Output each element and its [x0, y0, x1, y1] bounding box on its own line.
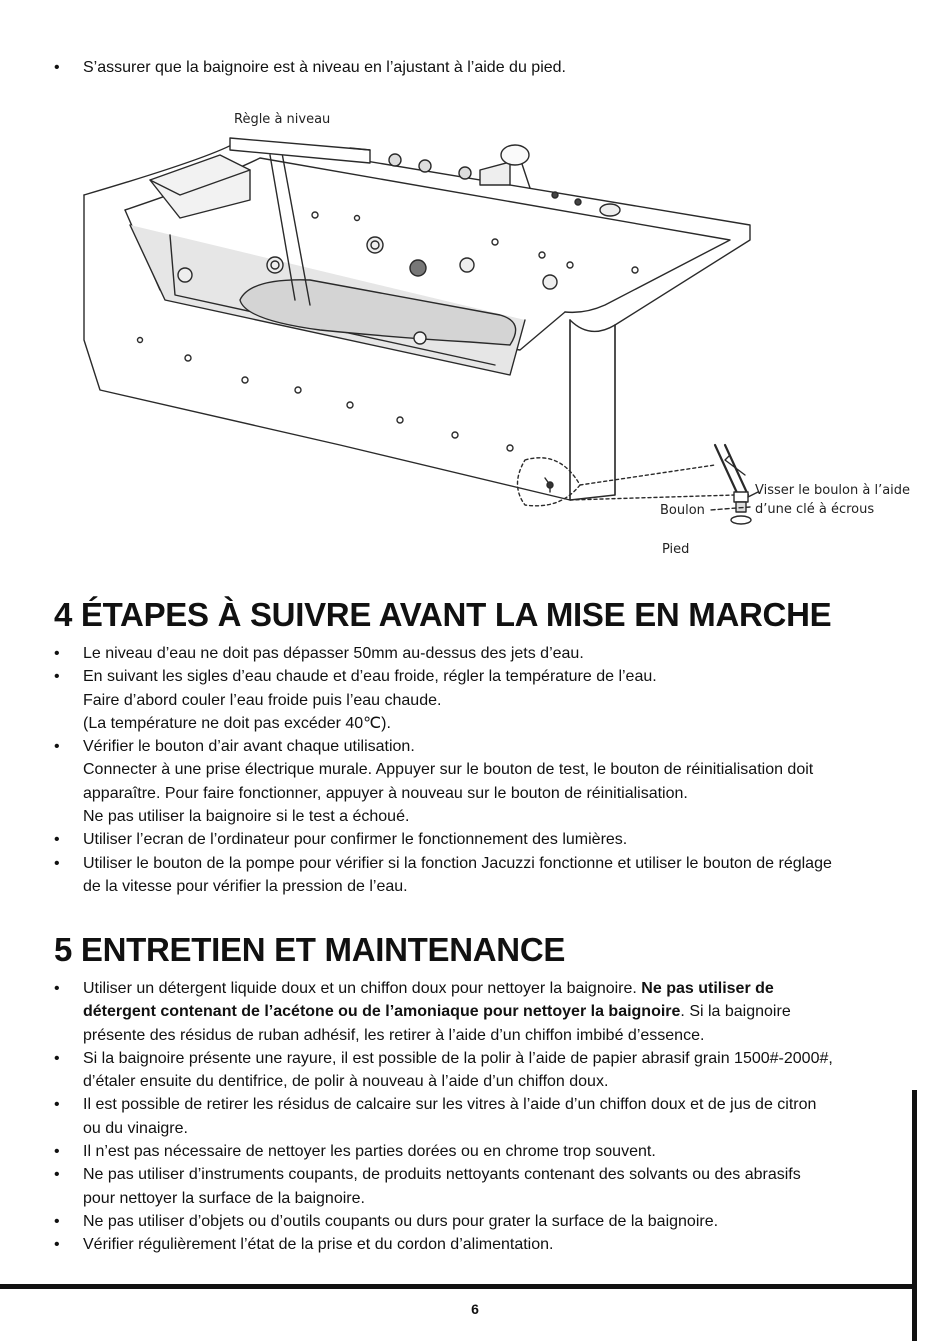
list-item: • Vérifier le bouton d’air avant chaque utilisation. Connecter à une prise électrique murale. Appuyer sur le bouton de test, le bouton de réinitialisation doit apparaître. Pour faire fonctionner, appuyer à nouveau sur le bouton de réinitialisation. Ne pas utiliser la baignoire si le test a échoué. — [54, 735, 914, 828]
list-item: • En suivant les sigles d’eau chaude et d’eau froide, régler la température de l’eau. Faire d’abord couler l’eau froide puis l’eau chaude. (La température ne doit pas excéder 40℃). — [54, 665, 914, 735]
list-item: • Vérifier régulièrement l’état de la prise et du cordon d’alimentation. — [54, 1233, 914, 1256]
list-item: • Utiliser un détergent liquide doux et un chiffon doux pour nettoyer la baignoire. Ne pas utiliser de détergent contenant de l’acétone ou de l’amoniaque pour nettoyer la baignoire. Si la baignoire présente des résidus de ruban adhésif, les retirer à l’aide d’un chiffon imbibé d’essence. — [54, 977, 914, 1047]
section-4-list — [54, 642, 914, 898]
page-number: 6 — [471, 1301, 479, 1317]
list-item: • Il est possible de retirer les résidus de calcaire sur les vitres à l’aide d’un chiffon doux et de jus de citron ou du vinaigre. — [54, 1093, 914, 1140]
list-item: • S’assurer que la baignoire est à niveau en l’ajustant à l’aide du pied. — [54, 56, 914, 79]
label-screw-instruction: Visser le boulon à l’aide d’une clé à écrous — [755, 483, 911, 517]
bathtub-illustration — [70, 100, 930, 570]
list-item: • Ne pas utiliser d’objets ou d’outils coupants ou durs pour grater la surface de la baignoire. — [54, 1210, 914, 1233]
page-border-bottom — [0, 1284, 917, 1289]
section-5-list — [54, 977, 914, 1257]
list-item: • Si la baignoire présente une rayure, il est possible de la polir à l’aide de papier abrasif grain 1500#-2000#, d’étaler ensuite du dentifrice, de polir à nouveau à l’aide d’un chiffon doux. — [54, 1047, 914, 1094]
label-foot: Pied — [662, 542, 690, 557]
list-item: • Utiliser l’ecran de l’ordinateur pour confirmer le fonctionnement des lumières. — [54, 828, 914, 851]
label-bolt: Boulon — [660, 503, 705, 518]
list-item: • Le niveau d’eau ne doit pas dépasser 50mm au-dessus des jets d’eau. — [54, 642, 914, 665]
intro-list — [54, 56, 914, 79]
section-5-heading: 5 ENTRETIEN ET MAINTENANCE — [54, 931, 566, 968]
list-item: • Ne pas utiliser d’instruments coupants, de produits nettoyants contenant des solvants ou des abrasifs pour nettoyer la surface de la baignoire. — [54, 1163, 914, 1210]
list-item: • Il n’est pas nécessaire de nettoyer les parties dorées ou en chrome trop souvent. — [54, 1140, 914, 1163]
list-item: • Utiliser le bouton de la pompe pour vérifier si la fonction Jacuzzi fonctionne et utiliser le bouton de réglage de la vitesse pour vérifier la pression de l’eau. — [54, 852, 914, 899]
label-level-ruler: Règle à niveau — [234, 112, 331, 127]
section-4-heading: 4 ÉTAPES À SUIVRE AVANT LA MISE EN MARCHE — [54, 596, 832, 633]
